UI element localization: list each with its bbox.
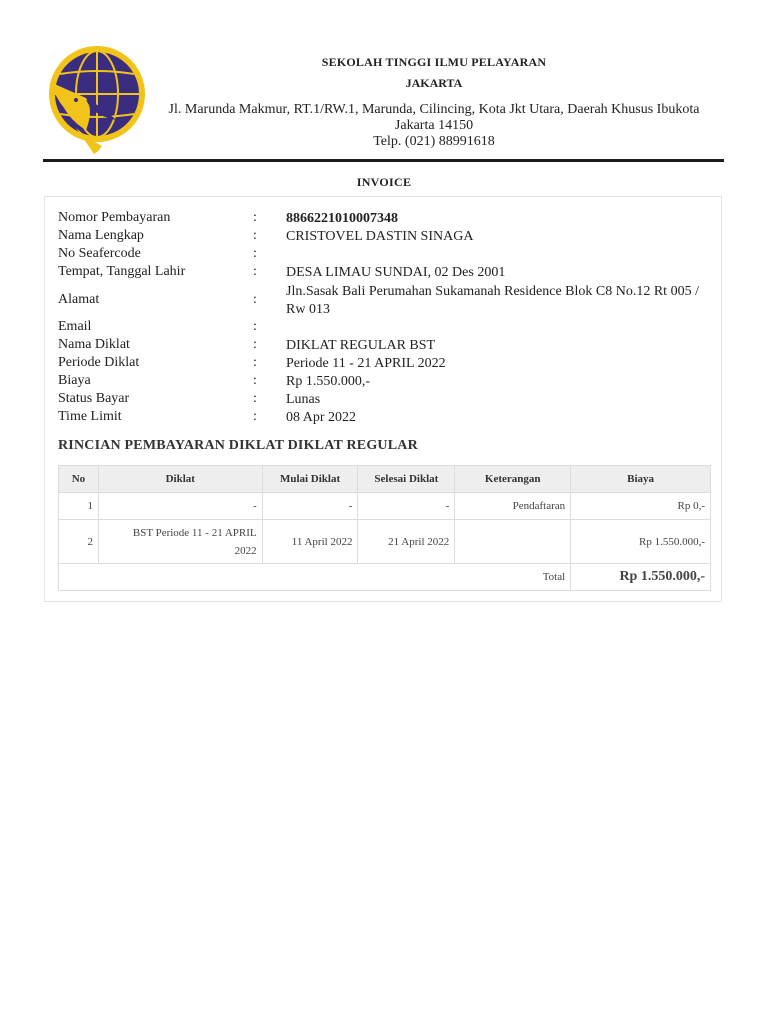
column-header-fee: Biaya bbox=[571, 466, 711, 493]
field-value: DIKLAT REGULAR BST bbox=[286, 338, 436, 353]
table-total-row bbox=[59, 564, 711, 591]
cell-diklat-line2: 2022 bbox=[234, 544, 257, 557]
invoice-card bbox=[44, 196, 722, 602]
cell-note bbox=[455, 520, 571, 564]
cell-no: 1 bbox=[59, 493, 99, 520]
field-value: Rp 1.550.000,- bbox=[286, 374, 370, 389]
school-address-line1: Jl. Marunda Makmur, RT.1/RW.1, Marunda, Cilincing, Kota Jkt Utara, Daerah Khusus Ibukota bbox=[168, 102, 700, 117]
field-colon: : bbox=[253, 210, 257, 225]
column-header-end: Selesai Diklat bbox=[358, 466, 455, 493]
document-title: INVOICE bbox=[356, 175, 412, 189]
cell-diklat: - bbox=[98, 493, 262, 520]
school-phone: Telp. (021) 88991618 bbox=[373, 134, 495, 149]
field-value: Lunas bbox=[286, 392, 321, 407]
field-colon: : bbox=[253, 409, 257, 424]
cell-end: - bbox=[358, 493, 455, 520]
header-divider bbox=[43, 159, 724, 162]
cell-end: 21 April 2022 bbox=[358, 520, 455, 564]
column-header-note: Keterangan bbox=[455, 466, 571, 493]
field-label: Biaya bbox=[58, 373, 91, 388]
field-label: Nomor Pembayaran bbox=[58, 210, 171, 225]
field-colon: : bbox=[253, 319, 257, 334]
field-colon: : bbox=[253, 355, 257, 370]
field-label: Periode Diklat bbox=[58, 355, 140, 370]
payment-details-title: RINCIAN PEMBAYARAN DIKLAT DIKLAT REGULAR bbox=[58, 438, 418, 453]
field-colon: : bbox=[253, 391, 257, 406]
field-colon: : bbox=[253, 292, 257, 307]
field-label: Nama Diklat bbox=[58, 337, 130, 352]
field-colon: : bbox=[253, 373, 257, 388]
cell-note: Pendaftaran bbox=[455, 493, 571, 520]
table-row bbox=[59, 493, 711, 520]
field-value: DESA LIMAU SUNDAI, 02 Des 2001 bbox=[286, 265, 506, 280]
field-colon: : bbox=[253, 264, 257, 279]
cell-fee: Rp 1.550.000,- bbox=[571, 520, 711, 564]
field-colon: : bbox=[253, 228, 257, 243]
letterhead bbox=[44, 40, 724, 155]
cell-diklat bbox=[98, 520, 262, 564]
column-header-diklat: Diklat bbox=[98, 466, 262, 493]
column-header-no: No bbox=[59, 466, 99, 493]
payment-details-table bbox=[58, 465, 711, 591]
cell-start: - bbox=[262, 493, 358, 520]
field-label: Alamat bbox=[58, 292, 100, 307]
table-header-row bbox=[59, 466, 711, 493]
field-value: Periode 11 - 21 APRIL 2022 bbox=[286, 356, 446, 371]
total-label: Total bbox=[59, 564, 571, 591]
field-value: Jln.Sasak Bali Perumahan Sukamanah Residence Blok C8 No.12 Rt 005 / Rw 013 bbox=[286, 284, 699, 317]
field-label: Status Bayar bbox=[58, 391, 130, 406]
field-label: Tempat, Tanggal Lahir bbox=[58, 264, 186, 279]
column-header-start: Mulai Diklat bbox=[262, 466, 358, 493]
field-value: 8866221010007348 bbox=[286, 211, 398, 226]
school-city: JAKARTA bbox=[405, 76, 463, 90]
cell-no: 2 bbox=[59, 520, 99, 564]
globe-eagle-emblem-icon bbox=[46, 42, 148, 154]
field-label: No Seafercode bbox=[58, 246, 141, 261]
field-label: Nama Lengkap bbox=[58, 228, 144, 243]
field-colon: : bbox=[253, 337, 257, 352]
cell-fee: Rp 0,- bbox=[571, 493, 711, 520]
school-name: SEKOLAH TINGGI ILMU PELAYARAN bbox=[321, 55, 547, 69]
field-value: 08 Apr 2022 bbox=[286, 410, 356, 425]
table-row bbox=[59, 520, 711, 564]
field-colon: : bbox=[253, 246, 257, 261]
field-label: Email bbox=[58, 319, 92, 334]
field-value: CRISTOVEL DASTIN SINAGA bbox=[286, 229, 474, 244]
cell-diklat-line1: BST Periode 11 - 21 APRIL bbox=[132, 526, 257, 539]
field-label: Time Limit bbox=[58, 409, 122, 424]
total-value: Rp 1.550.000,- bbox=[571, 564, 711, 591]
school-address-line2: Jakarta 14150 bbox=[394, 118, 474, 133]
cell-start: 11 April 2022 bbox=[262, 520, 358, 564]
